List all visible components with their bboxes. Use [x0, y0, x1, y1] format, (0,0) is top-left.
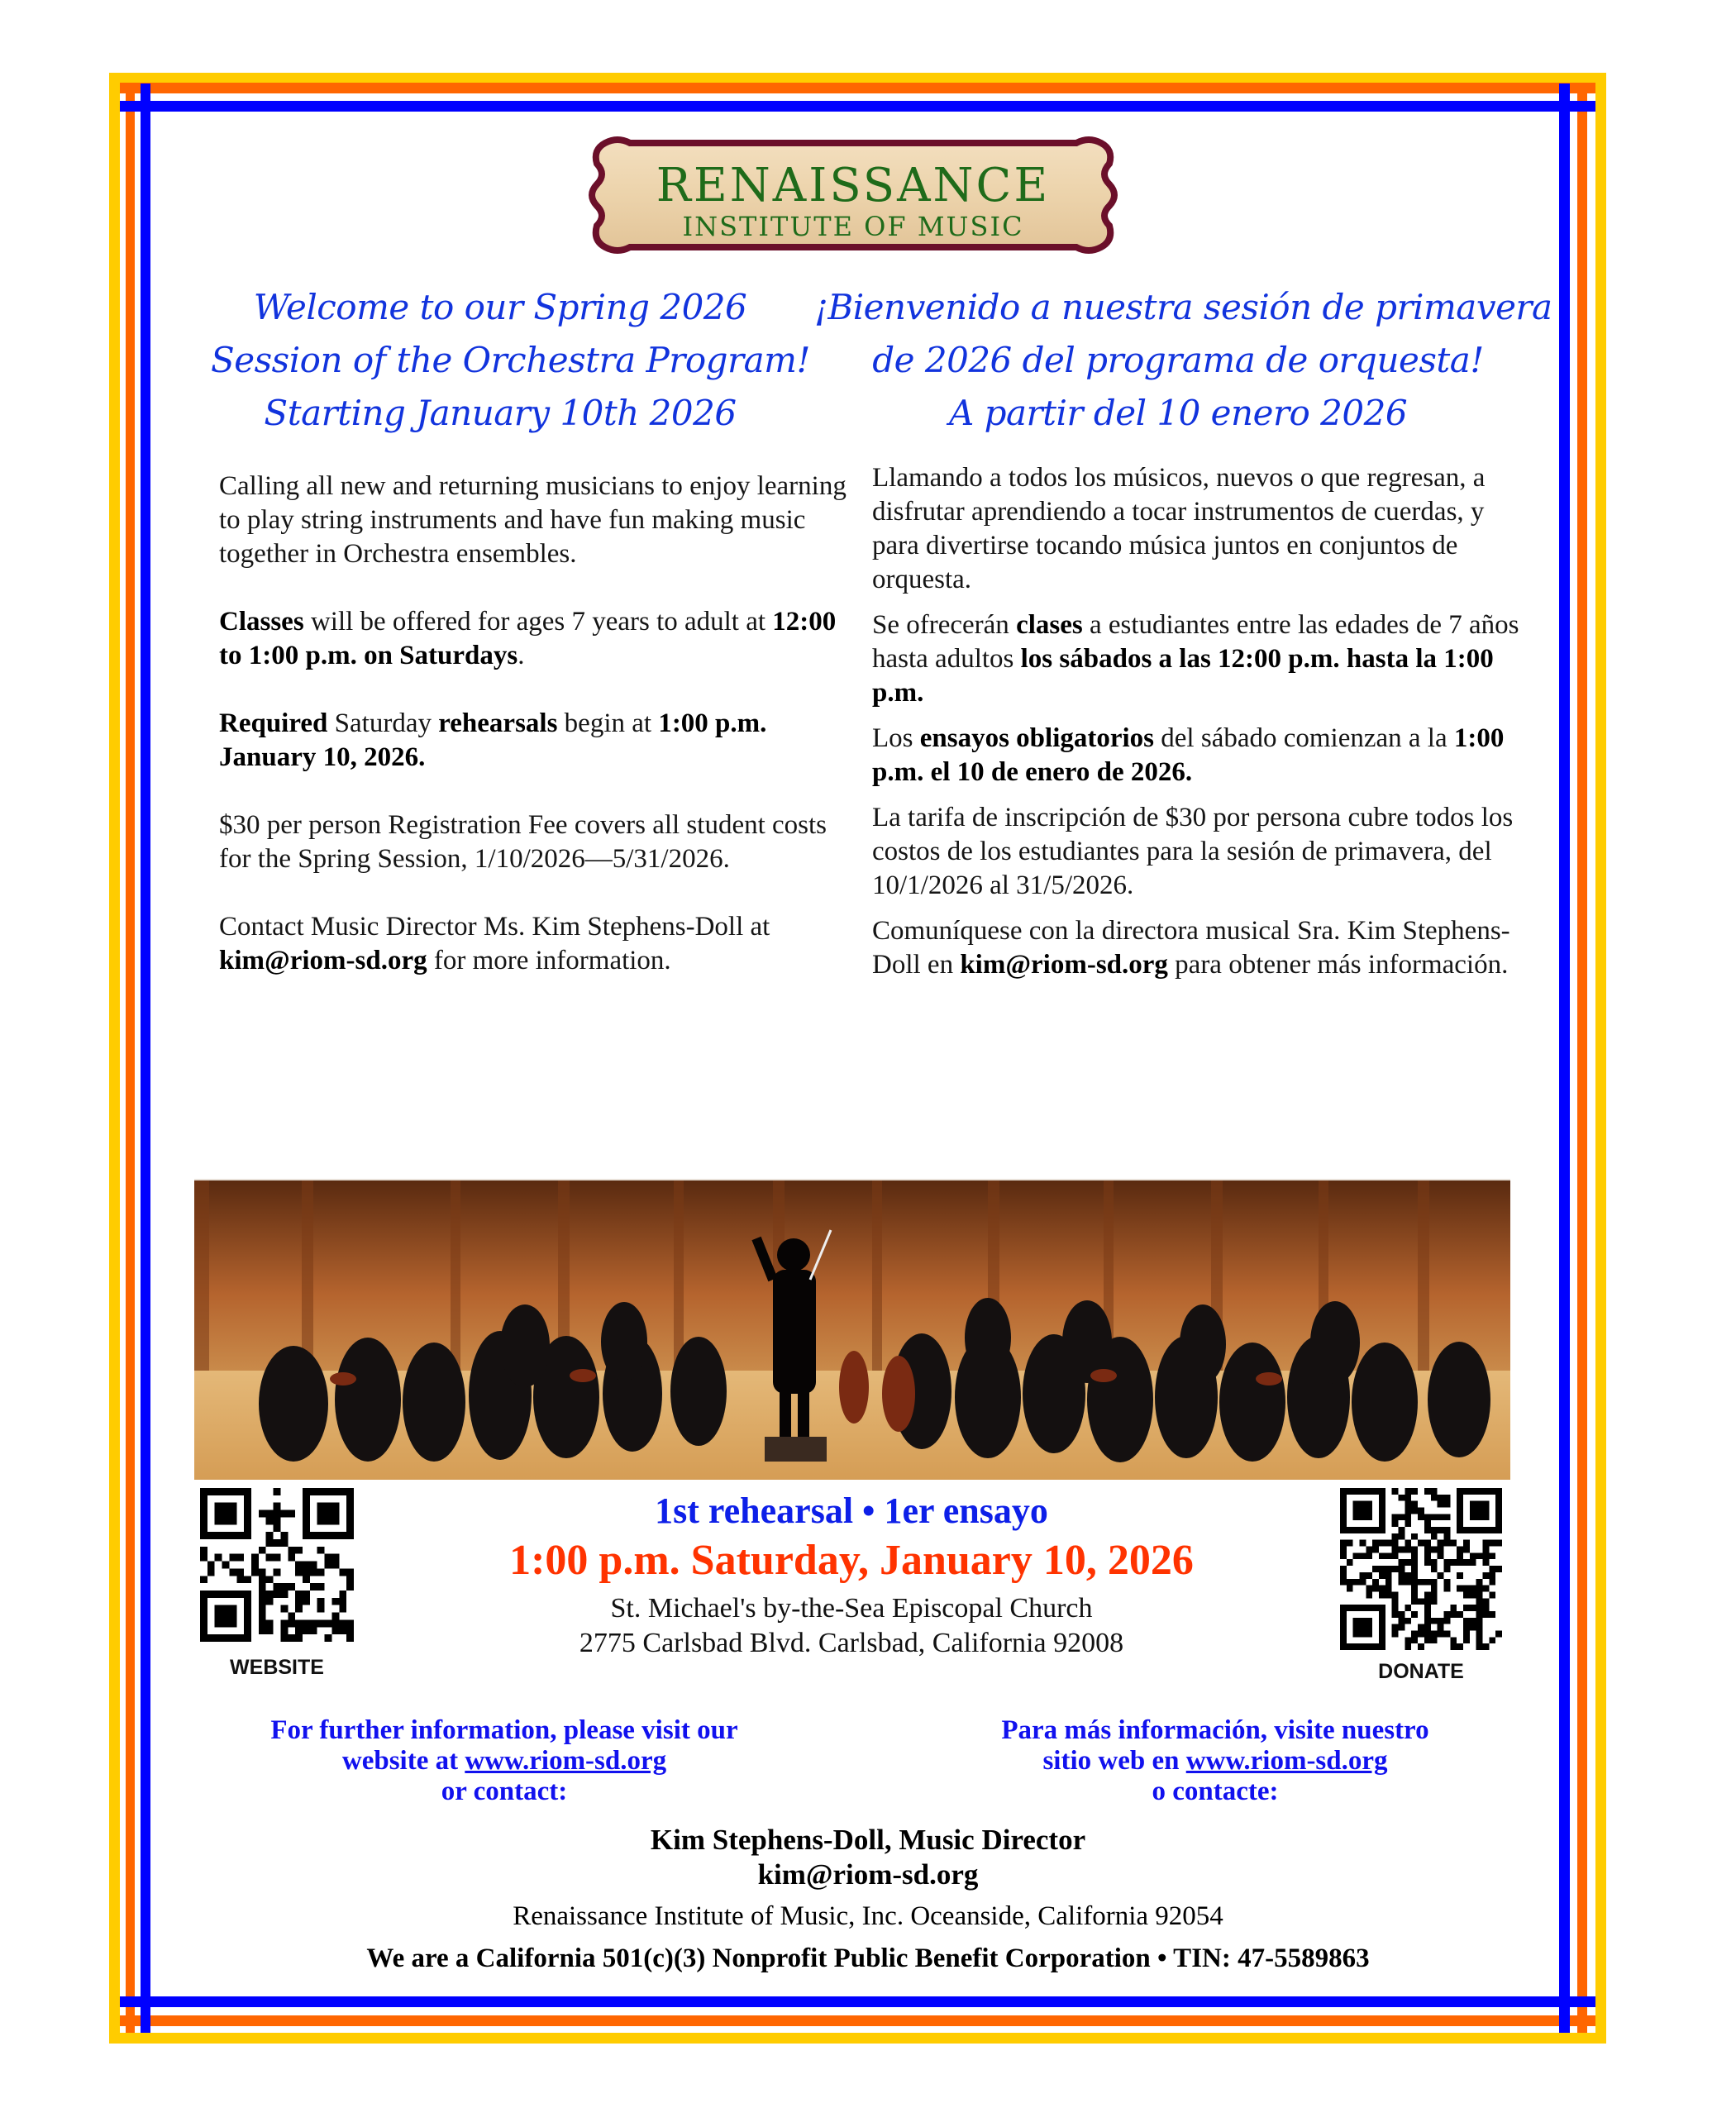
english-column: [219, 470, 847, 978]
contact-text: for more information.: [427, 946, 671, 975]
rehearsals-text: Saturday: [327, 708, 439, 738]
logo-subtitle: INSTITUTE OF MUSIC: [682, 211, 1024, 242]
classes-paragraph: [872, 608, 1525, 710]
info-text: website at: [341, 1746, 465, 1776]
qr-code-icon: [196, 1488, 358, 1642]
rehearsals-paragraph: [219, 707, 847, 775]
border-orange-right: [1577, 83, 1587, 2033]
heading-line: Session of the Orchestra Program!: [211, 340, 810, 380]
orchestra-photo: [194, 1179, 1510, 1480]
classes-paragraph: [219, 605, 847, 673]
rehearsals-text: del sábado comienzan a la: [1154, 723, 1454, 753]
venue-address: 2775 Carlsbad Blvd. Carlsbad, California 92008: [579, 1628, 1124, 1658]
qr-code-icon: [1339, 1488, 1503, 1650]
info-line: For further information, please visit our: [270, 1715, 738, 1745]
website-link[interactable]: www.riom-sd.org: [1185, 1746, 1388, 1776]
wooden-sign-logo-icon: [580, 135, 1126, 255]
heading-line: Welcome to our Spring 2026: [253, 287, 747, 327]
intro-paragraph: Llamando a todos los músicos, nuevos o que regresan, a disfrutar aprendiendo a tocar instrumentos de cuerdas, y para divertirse tocando música juntos en conjuntos de orquesta.: [872, 463, 1486, 594]
classes-label: Classes: [219, 607, 304, 637]
further-info-spanish: [901, 1715, 1529, 1807]
rehearsal-title: 1st rehearsal • 1er ensayo: [655, 1490, 1048, 1531]
classes-text: a estudiantes entre las edades de 7 años hasta adultos: [872, 610, 1519, 674]
heading-line: A partir del 10 enero 2026: [948, 393, 1408, 433]
nonprofit-statement: We are a California 501(c)(3) Nonprofit Public Benefit Corporation • TIN: 47-5589863: [366, 1943, 1370, 1973]
contact-email[interactable]: kim@riom-sd.org: [219, 946, 427, 975]
border-orange-top: [120, 83, 1595, 93]
orchestra-photo-image: [194, 1180, 1510, 1480]
organization-address: Renaissance Institute of Music, Inc. Oceanside, California 92054: [513, 1901, 1223, 1931]
rehearsal-datetime: 1:00 p.m. Saturday, January 10, 2026: [509, 1537, 1194, 1584]
further-info-english: [190, 1715, 818, 1807]
classes-text: Se ofrecerán: [872, 610, 1017, 640]
info-line: Para más información, visite nuestro: [1001, 1715, 1429, 1745]
border-gold-left: [109, 73, 120, 2044]
rehearsals-label: rehearsals: [438, 708, 558, 738]
heading-line: de 2026 del programa de orquesta!: [872, 340, 1484, 380]
contact-paragraph: [219, 910, 847, 978]
director-name: Kim Stephens-Doll, Music Director: [650, 1824, 1086, 1856]
contact-paragraph: [872, 914, 1525, 982]
border-orange-left: [126, 83, 135, 2033]
contact-text: Contact Music Director Ms. Kim Stephens-Doll at: [219, 912, 770, 942]
border-gold-right: [1595, 73, 1606, 2044]
contact-email[interactable]: kim@riom-sd.org: [960, 950, 1168, 980]
rehearsals-date: 1:00 p.m. January 10, 2026.: [219, 708, 767, 772]
heading-line: ¡Bienvenido a nuestra sesión de primavera: [814, 287, 1552, 327]
required-label: Required: [219, 708, 328, 738]
contact-text: Comuníquese con la directora musical Sra. Kim Stephens-Doll en: [872, 916, 1510, 980]
rehearsals-date: 1:00 p.m. el 10 de enero de 2026.: [872, 723, 1505, 787]
venue-name: St. Michael's by-the-Sea Episcopal Church: [610, 1593, 1093, 1624]
border-gold-bottom: [109, 2033, 1606, 2044]
spanish-column: [872, 461, 1525, 982]
heading-line: Starting January 10th 2026: [264, 393, 737, 433]
intro-paragraph: Calling all new and returning musicians to enjoy learning to play string instruments and have fun making music together in Orchestra ensembles.: [219, 471, 847, 569]
website-link[interactable]: www.riom-sd.org: [465, 1746, 667, 1776]
border-orange-bottom: [120, 2015, 1595, 2026]
rehearsals-paragraph: [872, 722, 1525, 789]
classes-text: will be offered for ages 7 years to adult at: [303, 607, 773, 637]
rehearsals-label: ensayos obligatorios: [919, 723, 1155, 753]
border-blue-left: [141, 83, 150, 2033]
logo-title: RENAISSANCE: [656, 159, 1051, 212]
rehearsals-text: Los: [872, 723, 920, 753]
fee-paragraph: $30 per person Registration Fee covers all student costs for the Spring Session, 1/10/2026—5/31/2026.: [219, 810, 827, 874]
classes-label: clases: [1016, 610, 1083, 640]
welcome-heading-english: [211, 281, 810, 440]
classes-end: .: [517, 641, 525, 670]
website-qr-code[interactable]: [196, 1488, 358, 1642]
rehearsal-location: [364, 1591, 1339, 1661]
border-blue-right: [1559, 83, 1570, 2033]
info-line: or contact:: [441, 1777, 568, 1806]
rehearsals-text: begin at: [557, 708, 659, 738]
fee-paragraph: La tarifa de inscripción de $30 por persona cubre todos los costos de los estudiantes para la sesión de primavera, del 10/1/2026 al 31/5/2026.: [872, 803, 1514, 900]
donate-qr-code[interactable]: [1339, 1488, 1503, 1650]
welcome-heading-spanish: [814, 281, 1552, 440]
website-qr-label: WEBSITE: [230, 1656, 324, 1679]
info-line: o contacte:: [1152, 1777, 1279, 1806]
classes-time: los sábados a las 12:00 p.m. hasta la 1:00 p.m.: [872, 644, 1494, 708]
info-line: [901, 1746, 1529, 1777]
border-blue-top: [120, 101, 1595, 112]
director-email[interactable]: kim@riom-sd.org: [757, 1858, 979, 1891]
classes-time: 12:00 to 1:00 p.m. on Saturdays: [219, 607, 837, 670]
info-line: [190, 1746, 818, 1777]
renaissance-logo: [580, 135, 1126, 255]
info-text: sitio web en: [1042, 1746, 1186, 1776]
contact-text: para obtener más información.: [1167, 950, 1509, 980]
donate-qr-label: DONATE: [1378, 1660, 1464, 1683]
border-blue-bottom: [120, 1996, 1595, 2007]
